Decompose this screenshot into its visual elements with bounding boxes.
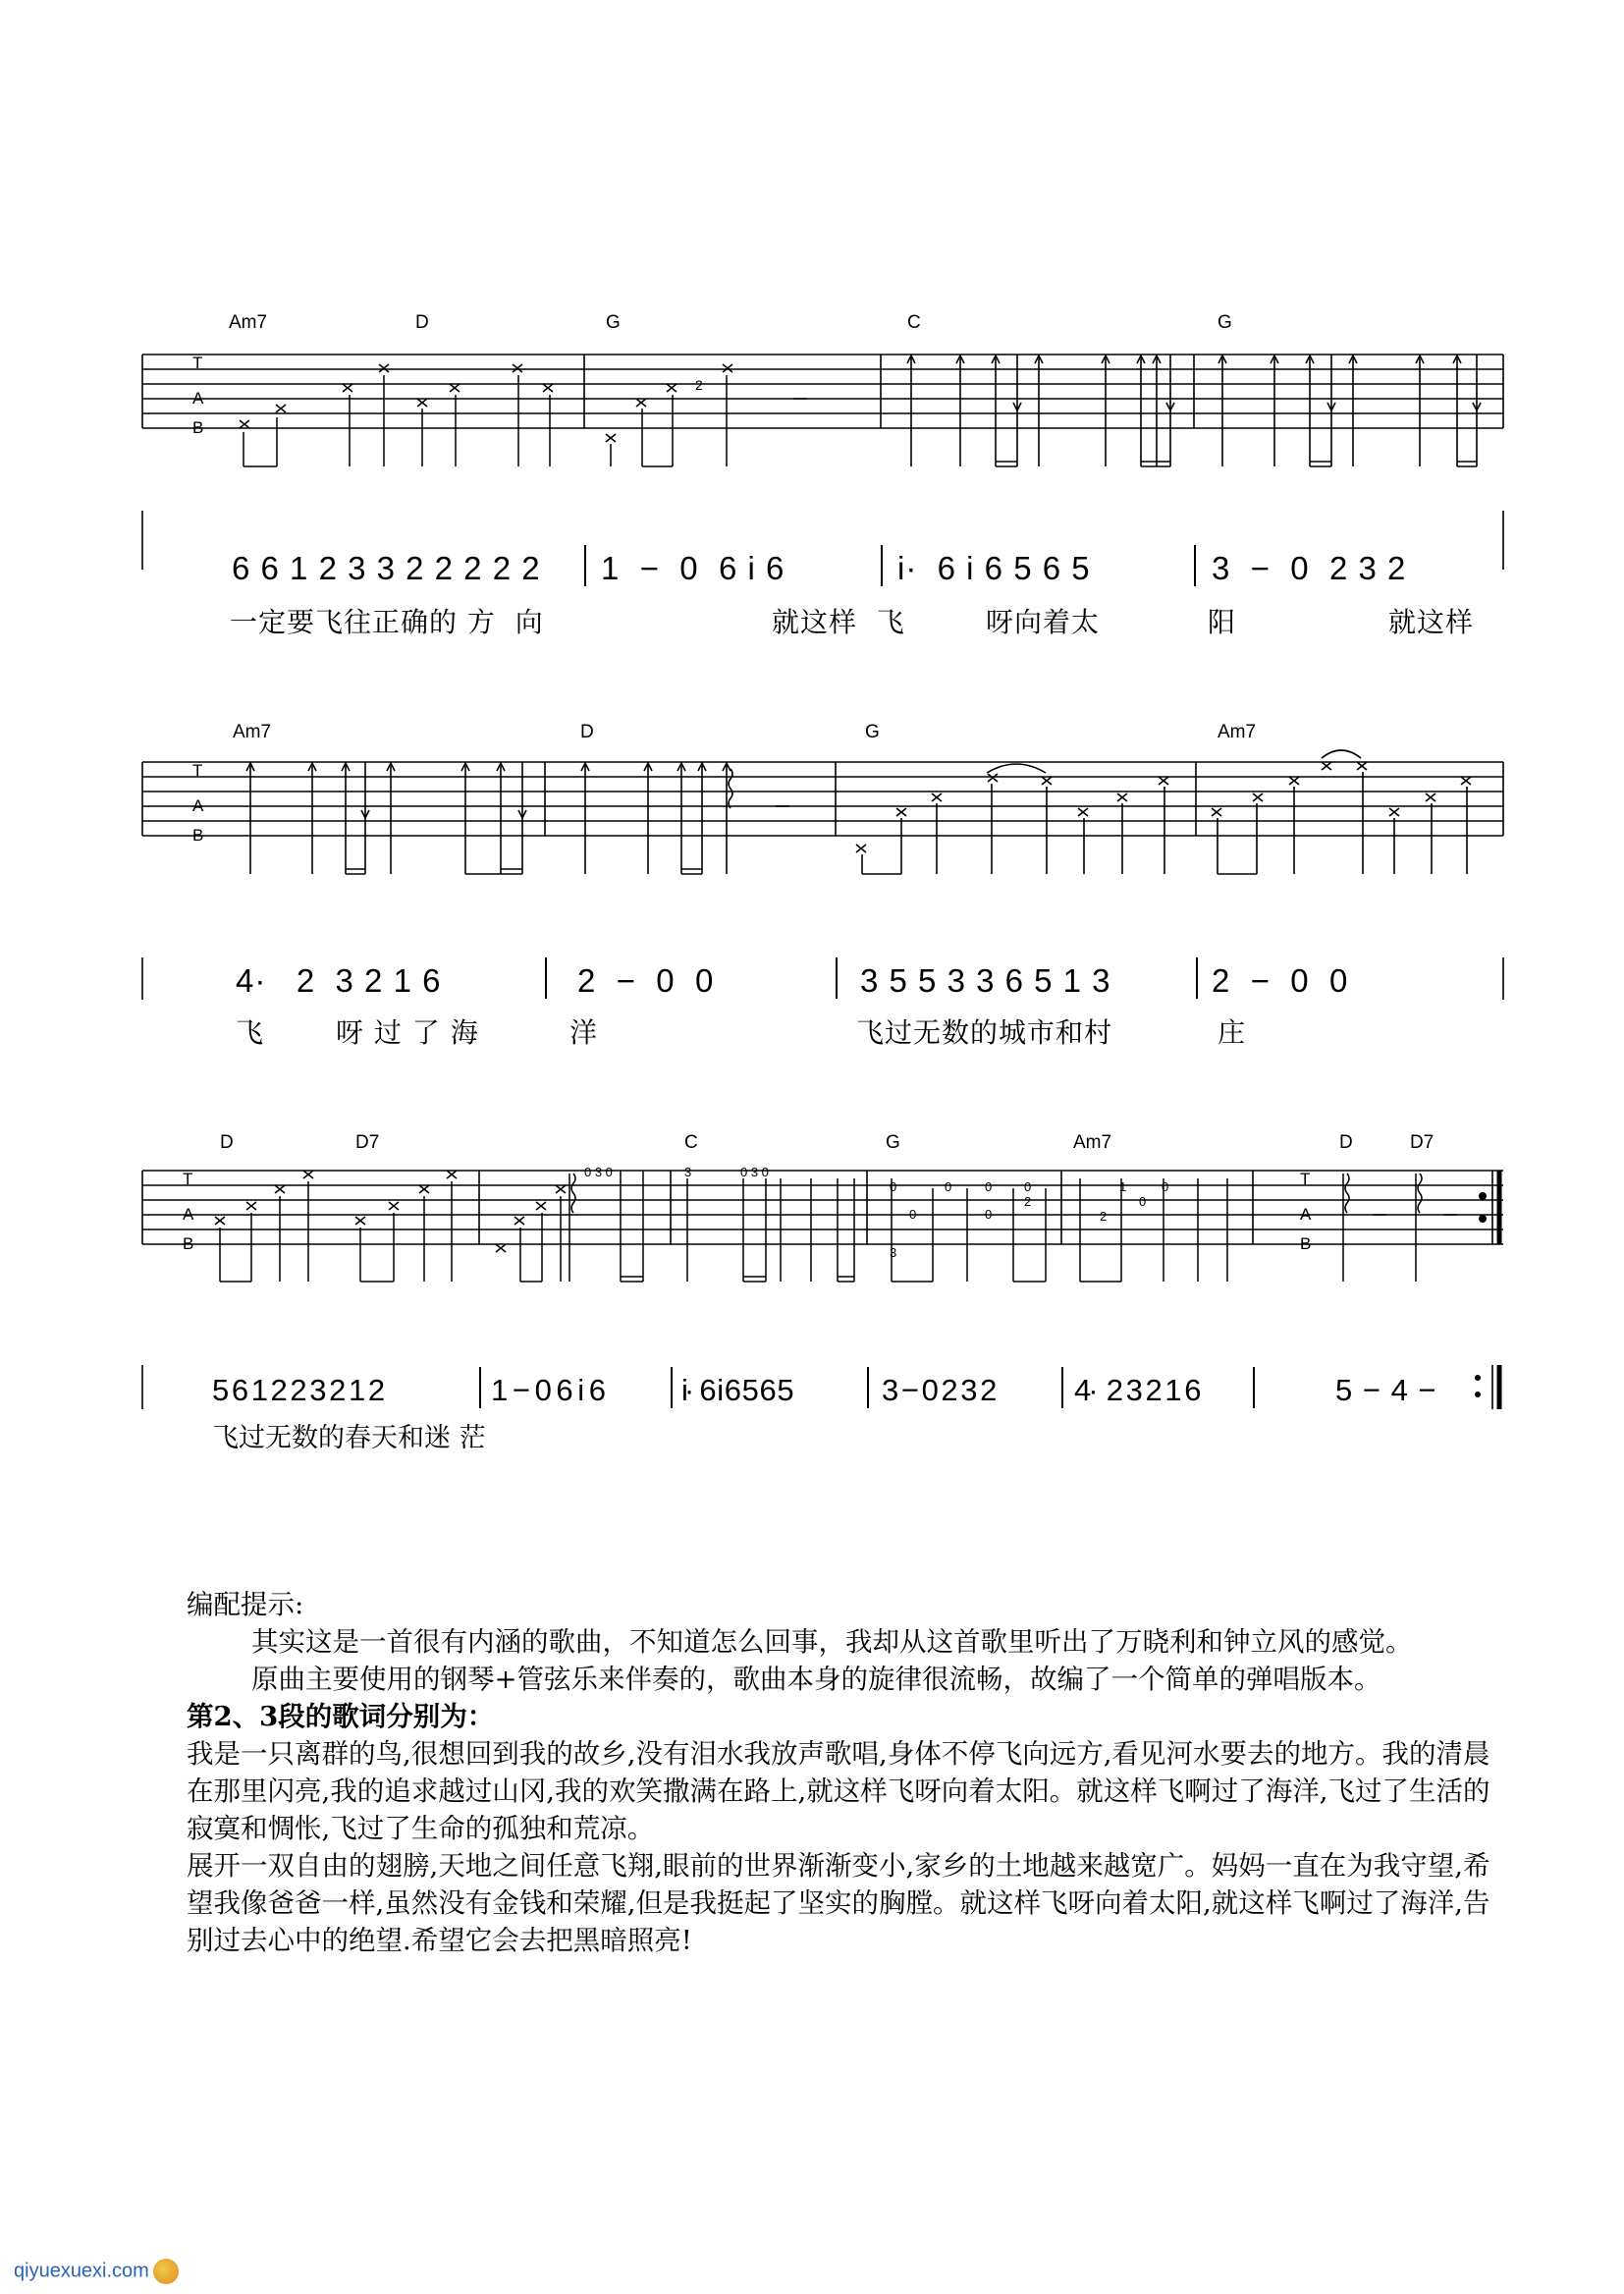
notes-paragraph: 原曲主要使用的钢琴+管弦乐来伴奏的，歌曲本身的旋律很流畅，故编了一个简单的弹唱版本。 (251, 1664, 1381, 1695)
tab-letter-a: A (192, 389, 204, 408)
verse-3-lyrics: 展开一双自由的翅膀,天地之间任意飞翔,眼前的世界渐渐变小,家乡的土地越来越宽广。妈妈一直在为我守望,希望我像爸爸一样,虽然没有金钱和荣耀,但是我挺起了坚实的胸膛。就这样飞呀向着太阳,就这样飞啊过了海洋,告别过去心中的绝望.希望它会去把黑暗照亮! (187, 1850, 1490, 1956)
jianpu-measure: 5 − 4 − (1335, 1373, 1437, 1407)
tab-letter-t: T (183, 1170, 193, 1188)
jianpu-measure: 3 5 5 3 3 6 5 1 3 (860, 962, 1111, 999)
tab-fret-number: 0 (1024, 1179, 1032, 1194)
logo-icon (153, 2259, 179, 2284)
tab-letter-t: T (1300, 1170, 1311, 1188)
tab-fret-number: 3 (684, 1165, 692, 1179)
lyric-line: 飞过无数的春天和迷 茫 (212, 1423, 486, 1453)
lyric-line: 一定要飞往正确的 方 向 (230, 606, 544, 638)
tab-letter-b: B (1300, 1234, 1312, 1253)
barline (479, 1367, 481, 1408)
jianpu-measure: 3 − 0 2 3 2 (1212, 550, 1407, 586)
chord-am7: Am7 (229, 312, 268, 333)
chord-g: G (865, 722, 880, 742)
jianpu-measure: 4· 2 3 2 1 6 (236, 962, 442, 999)
tab-fret-number: 0 (1162, 1179, 1169, 1194)
jianpu-measure: 2 − 0 0 (1212, 962, 1349, 999)
tab-letter-a: A (1300, 1205, 1312, 1224)
chord-d: D (580, 722, 594, 742)
lyric-line: 呀 过 了 海 (336, 1016, 479, 1049)
lyric-line: 飞 (236, 1016, 265, 1049)
tab-fret-number: 0 3 0 (584, 1165, 613, 1179)
chord-g: G (886, 1132, 900, 1153)
watermark-text: qiyuexuexi.com (14, 2260, 149, 2282)
barline (1253, 1367, 1255, 1408)
chord-g: G (606, 312, 621, 333)
barline (1061, 1367, 1063, 1408)
tab-letter-t: T (192, 761, 203, 780)
jianpu-measure: 1 − 0 6 i 6 (491, 1373, 605, 1407)
tab-fret-number: 0 (1139, 1194, 1147, 1209)
tab-fret-number: 1 (1119, 1179, 1127, 1194)
chord-d: D (220, 1132, 234, 1153)
lyric-line: 洋 (569, 1016, 599, 1049)
lyric-line: 阳 (1208, 606, 1237, 638)
barline (671, 1367, 673, 1408)
chord-g: G (1218, 312, 1232, 333)
barline (867, 1367, 869, 1408)
chord-d7: D7 (355, 1132, 380, 1153)
tab-fret-number: 0 3 0 (740, 1165, 769, 1179)
tab-letter-a: A (192, 796, 204, 815)
lyric-line: 呀向着太 (986, 606, 1101, 638)
tab-fret-number: 2 (695, 377, 703, 393)
tab-letter-b: B (192, 826, 204, 845)
tab-fret-number: 3 (890, 1245, 897, 1260)
chord-am7: Am7 (1218, 722, 1257, 742)
site-watermark (14, 2259, 179, 2284)
tab-fret-number: 0 (909, 1207, 917, 1222)
chord-d: D (1339, 1132, 1353, 1153)
tab-fret-number: 0 (945, 1179, 952, 1194)
lyric-line: 庄 (1218, 1016, 1247, 1049)
chord-c: C (684, 1132, 698, 1153)
jianpu-measure: 3 − 0 2 3 2 (882, 1373, 995, 1407)
jianpu-measure: 2 − 0 0 (577, 962, 715, 999)
lyric-line: 就这样 飞 (772, 606, 905, 638)
tab-fret-number: 2 (1100, 1209, 1108, 1224)
verse-2-lyrics: 我是一只离群的鸟,很想回到我的故乡,没有泪水我放声歌唱,身体不停飞向远方,看见河水要去的地方。我的清晨在那里闪亮,我的追求越过山冈,我的欢笑撒满在路上,就这样飞呀向着太阳。就这样飞啊过了海洋,飞过了生活的寂寞和惆怅,飞过了生命的孤独和荒凉。 (187, 1738, 1490, 1844)
tab-fret-number: 0 (890, 1179, 897, 1194)
arrangement-notes (187, 1586, 1502, 1959)
chord-am7: Am7 (1073, 1132, 1112, 1153)
lyric-line: 就这样 (1388, 606, 1475, 638)
tab-letter-b: B (183, 1234, 194, 1253)
jianpu-measure: 6 6 1 2 3 3 2 2 2 2 2 (232, 550, 541, 586)
jianpu-measure: 1 − 0 6 i 6 (601, 550, 785, 586)
tab-fret-number: 0 (985, 1179, 993, 1194)
tab-letter-t: T (192, 354, 203, 372)
tab-fret-number: 2 (1024, 1194, 1032, 1209)
lyric-line: 飞过无数的城市和村 (856, 1016, 1113, 1049)
jianpu-measure: i· 6 i 6 5 6 5 (897, 550, 1091, 586)
chord-d7: D7 (1410, 1132, 1435, 1153)
jianpu-measure: i· 6 i 6 5 6 5 (681, 1373, 790, 1407)
lyrics-heading: 第2、3段的歌词分别为： (187, 1701, 495, 1732)
tab-letter-b: B (192, 418, 204, 437)
chord-c: C (907, 312, 921, 333)
chord-d: D (415, 312, 429, 333)
notes-heading: 编配提示: (187, 1589, 304, 1620)
jianpu-measure: 4· 2 3 2 1 6 (1074, 1373, 1199, 1407)
tab-fret-number: 0 (985, 1207, 993, 1222)
tab-letter-a: A (183, 1205, 194, 1224)
chord-am7: Am7 (233, 722, 272, 742)
notes-paragraph: 其实这是一首很有内涵的歌曲，不知道怎么回事，我却从这首歌里听出了万晓利和钟立风的感觉。 (251, 1626, 1413, 1658)
jianpu-measure: 5 6 1 2 2 3 2 1 2 (212, 1373, 383, 1407)
